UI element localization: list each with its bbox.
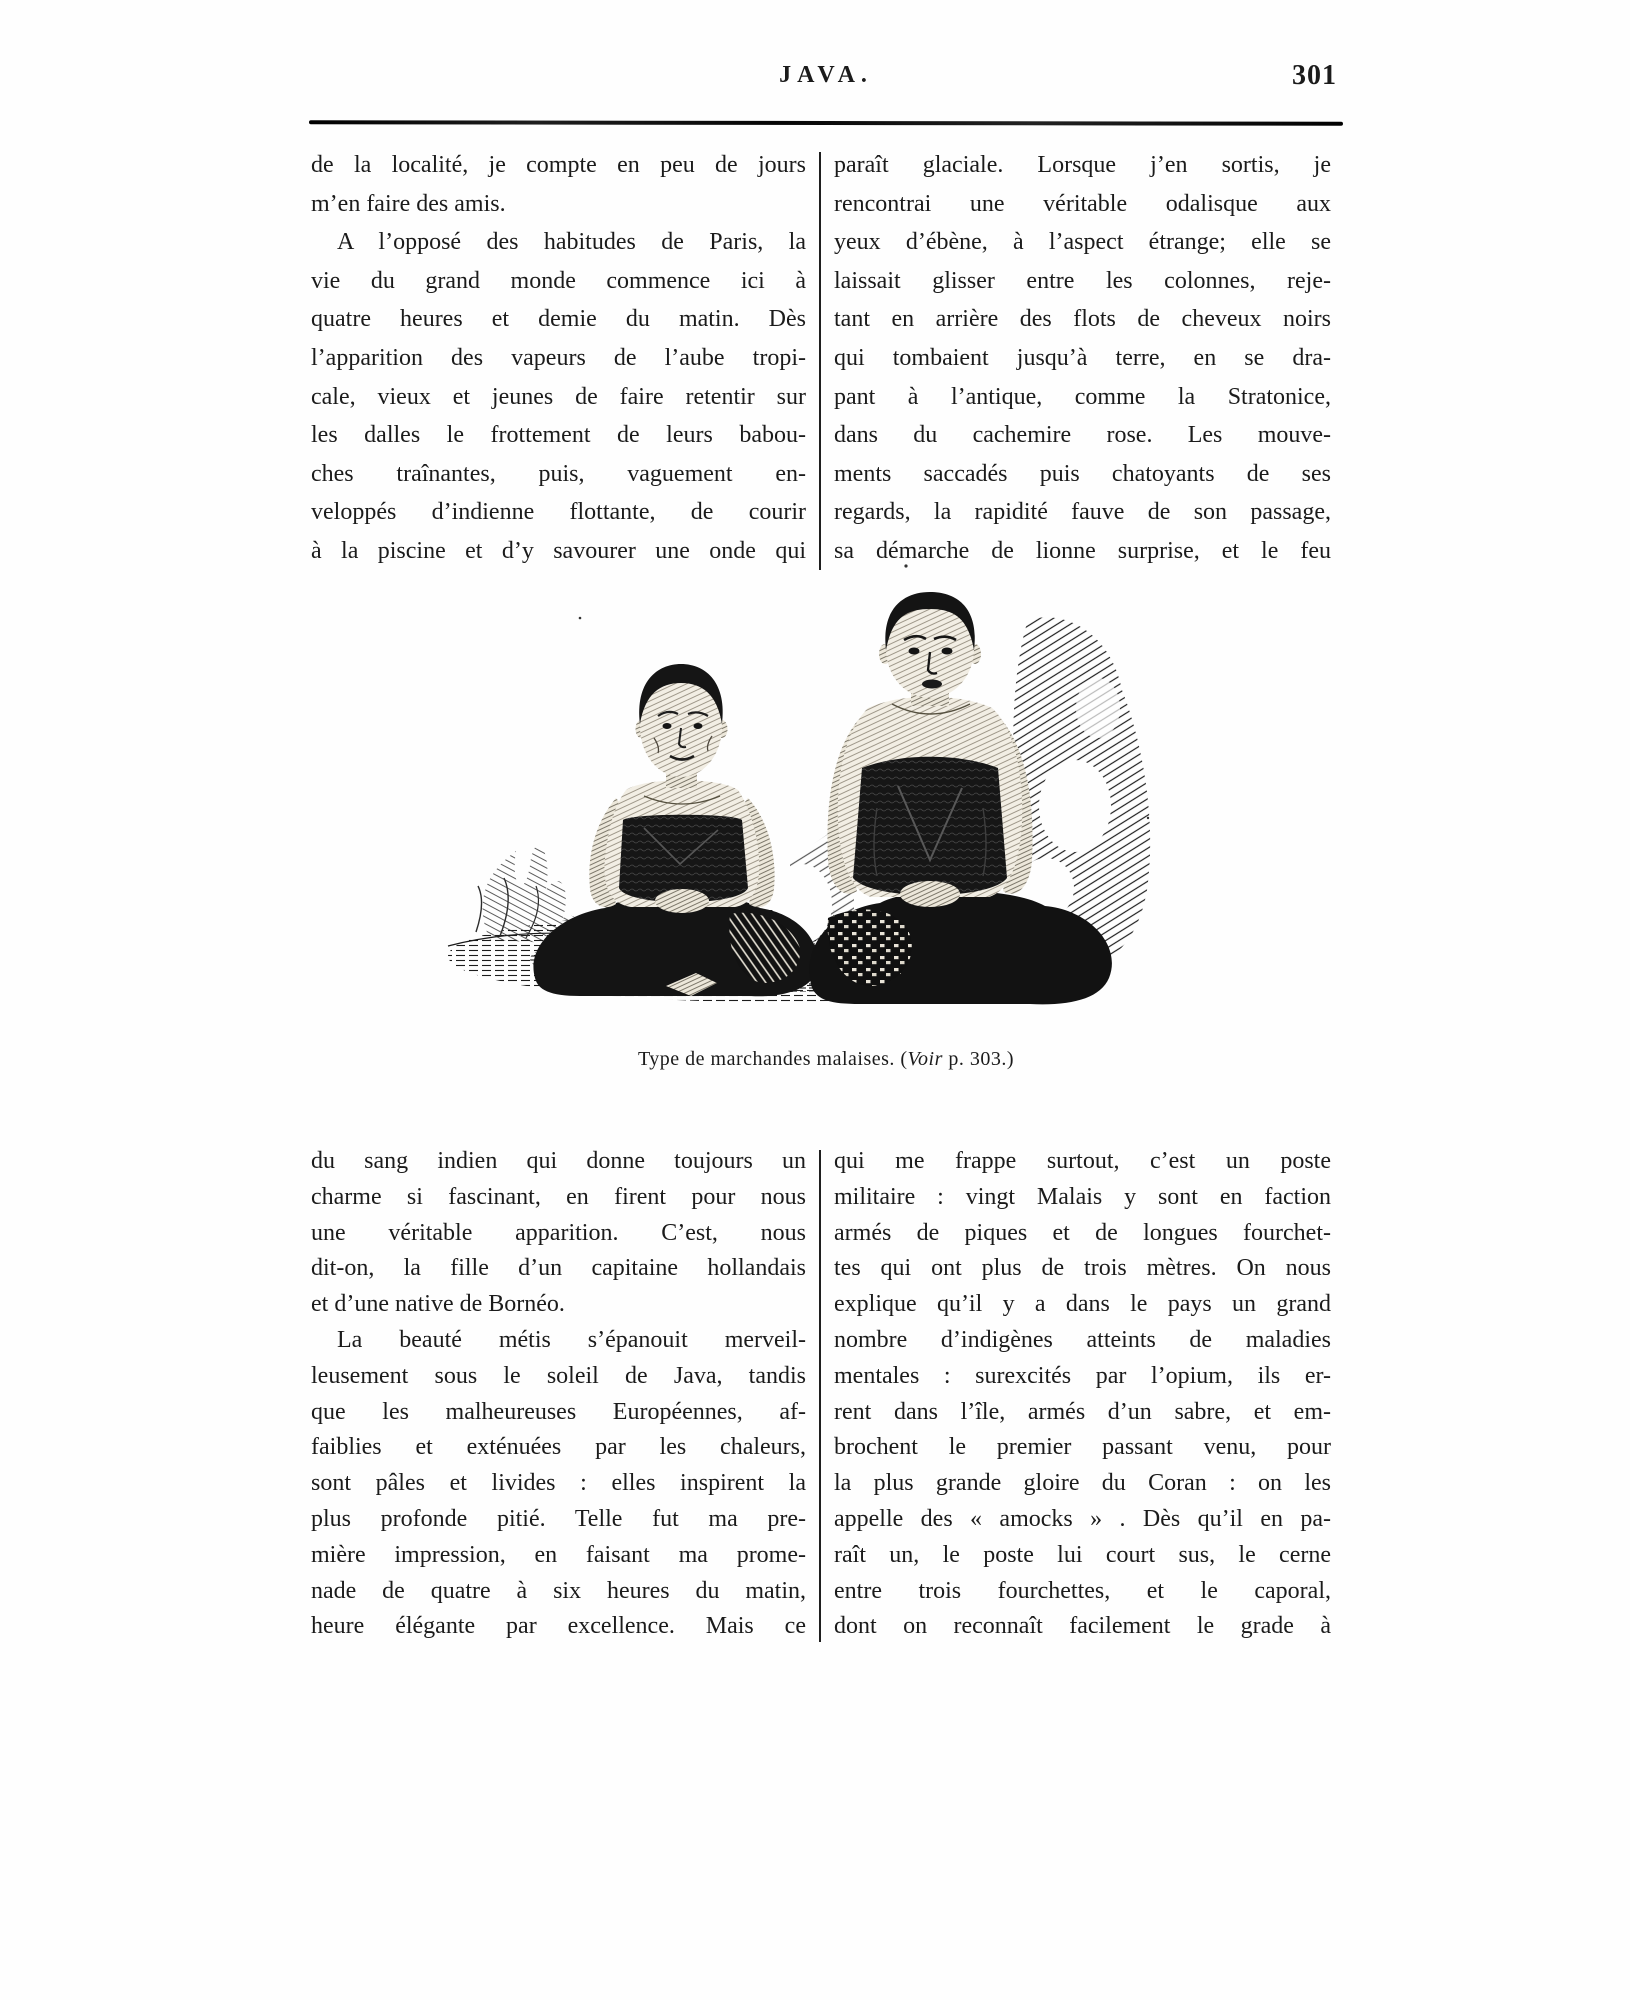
- caption-text: Type de marchandes malaises. (: [637, 1048, 908, 1070]
- text-line: l’apparition des vapeurs de l’aube tropi-: [311, 344, 806, 371]
- text-line: laissait glisser entre les colonnes, reje-: [834, 267, 1331, 294]
- text-line: une véritable apparition. C’est, nous: [311, 1219, 806, 1246]
- text-line: les dalles le frottement de leurs babou-: [311, 422, 806, 449]
- text-line: tes qui ont plus de trois mètres. On nous: [834, 1255, 1331, 1282]
- column-bottom-right: [834, 1144, 1331, 1645]
- running-header: JAVA.: [779, 62, 873, 88]
- text-line: appelle des « amocks » . Dès qu’il en pa-: [834, 1505, 1331, 1532]
- text-line: militaire : vingt Malais y sont en faction: [834, 1183, 1331, 1210]
- figure-left-woman: [533, 664, 817, 996]
- caption-page-ref: p. 303.): [942, 1048, 1015, 1070]
- text-line: vie du grand monde commence ici à: [311, 267, 806, 294]
- text-line: et d’une native de Bornéo.: [311, 1291, 565, 1318]
- text-line: du sang indien qui donne toujours un: [311, 1148, 806, 1174]
- text-line: La beauté métis s’épanouit merveil-: [337, 1326, 806, 1353]
- text-line: rent dans l’île, armés d’un sabre, et em-: [834, 1398, 1331, 1425]
- text-line: quatre heures et demie du matin. Dès: [311, 306, 806, 333]
- text-line: brochent le premier passant venu, pour: [834, 1434, 1331, 1461]
- column-top-right: [834, 146, 1331, 571]
- text-line: dont on reconnaît facilement le grade à: [834, 1613, 1331, 1640]
- text-line: cale, vieux et jeunes de faire retentir sur: [311, 383, 806, 410]
- text-line: heure élégante par excellence. Mais ce: [311, 1613, 806, 1640]
- figure-caption: [310, 1048, 1342, 1071]
- column-divider-bottom: [819, 1150, 821, 1642]
- text-line: plus profonde pitié. Telle fut ma pre-: [311, 1505, 806, 1532]
- text-line: ches traînantes, puis, vaguement en-: [311, 460, 806, 487]
- text-line: mentales : surexcités par l’opium, ils er-: [834, 1362, 1331, 1389]
- caption-voir-italic: Voir: [907, 1048, 943, 1070]
- text-line: explique qu’il y a dans le pays un grand: [834, 1291, 1331, 1318]
- text-line: dit-on, la fille d’un capitaine hollandais: [311, 1255, 806, 1282]
- text-line: pant à l’antique, comme la Stratonice,: [834, 383, 1331, 410]
- text-line: sa démarche de lionne surprise, et le feu: [834, 537, 1331, 564]
- text-line: armés de piques et de longues fourchet-: [834, 1219, 1331, 1246]
- text-line: nade de quatre à six heures du matin,: [311, 1577, 806, 1604]
- text-line: nombre d’indigènes atteints de maladies: [834, 1326, 1331, 1353]
- text-line: rencontrai une véritable odalisque aux: [834, 190, 1331, 217]
- text-line: mière impression, en faisant ma prome-: [311, 1541, 806, 1568]
- column-top-left: [311, 146, 806, 571]
- column-divider-top: [819, 152, 821, 570]
- text-line: charme si fascinant, en firent pour nous: [311, 1183, 806, 1210]
- text-line: A l’opposé des habitudes de Paris, la: [337, 229, 806, 256]
- text-line: que les malheureuses Européennes, af-: [311, 1398, 806, 1425]
- text-line: entre trois fourchettes, et le caporal,: [834, 1577, 1331, 1604]
- text-line: sont pâles et livides : elles inspirent la: [311, 1470, 806, 1497]
- text-line: paraît glaciale. Lorsque j’en sortis, je: [834, 152, 1331, 178]
- text-line: faiblies et exténuées par les chaleurs,: [311, 1434, 806, 1461]
- text-line: à la piscine et d’y savourer une onde qui: [311, 537, 806, 564]
- text-line: veloppés d’indienne flottante, de courir: [311, 499, 806, 526]
- text-line: qui tombaient jusqu’à terre, en se dra-: [834, 344, 1331, 371]
- figure-illustration: [430, 558, 1190, 1010]
- text-line: de la localité, je compte en peu de jours: [311, 152, 806, 178]
- text-line: dans du cachemire rose. Les mouve-: [834, 422, 1331, 449]
- text-line: ments saccadés puis chatoyants de ses: [834, 460, 1331, 487]
- text-line: yeux d’ébène, à l’aspect étrange; elle se: [834, 229, 1331, 256]
- text-line: regards, la rapidité fauve de son passage,: [834, 499, 1331, 526]
- text-line: la plus grande gloire du Coran : on les: [834, 1470, 1331, 1497]
- text-line: tant en arrière des flots de cheveux noirs: [834, 306, 1331, 333]
- text-line: raît un, le poste lui court sus, le cerne: [834, 1541, 1331, 1568]
- text-line: m’en faire des amis.: [311, 190, 506, 217]
- text-line: qui me frappe surtout, c’est un poste: [834, 1148, 1331, 1174]
- text-line: leusement sous le soleil de Java, tandis: [311, 1362, 806, 1389]
- page-number: 301: [1292, 60, 1337, 91]
- column-bottom-left: [311, 1144, 806, 1645]
- header-rule: [309, 120, 1343, 125]
